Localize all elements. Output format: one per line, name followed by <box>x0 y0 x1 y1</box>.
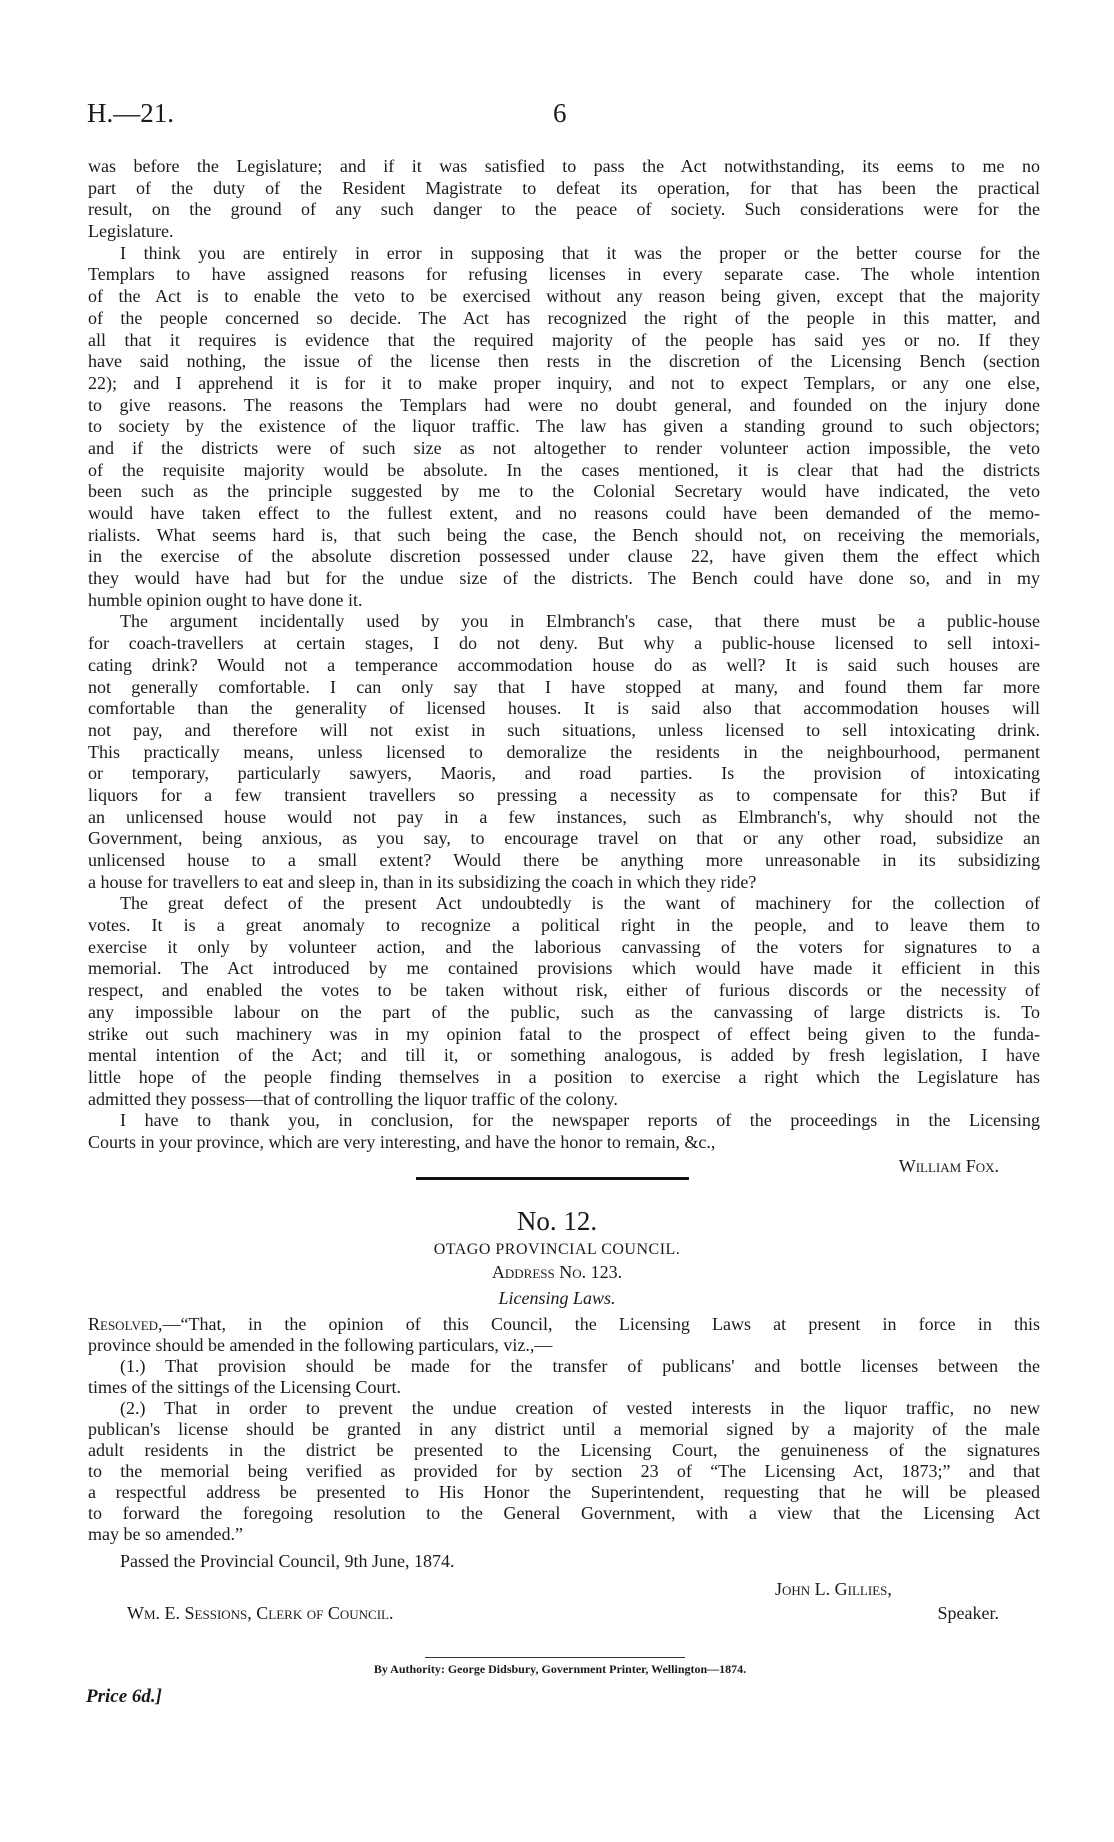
text-line: of the people concerned so decide. The Act has recognized the right of the people in this matter, and <box>88 307 1040 328</box>
letter-body <box>88 156 1040 1154</box>
text-line: adult residents in the district be presented to the Licensing Court, the genuineness of the signatures <box>88 1440 1040 1460</box>
text-line: The great defect of the present Act undoubtedly is the want of machinery for the collection of <box>120 893 1040 914</box>
speaker-title: Speaker. <box>937 1603 999 1623</box>
text-line: of the requisite majority would be absolute. In the cases mentioned, it is clear that had the districts <box>88 459 1040 480</box>
text-line: This practically means, unless licensed to demoralize the residents in the neighbourhood, permanent <box>88 741 1040 762</box>
text-line: comfortable than the generality of licensed houses. It is said also that accommodation houses will <box>88 698 1040 719</box>
text-line: exercise it only by volunteer action, and the laborious canvassing of the voters for signatures to a <box>88 936 1040 957</box>
text-line: not generally comfortable. I can only say that I have stopped at many, and found them far more <box>88 676 1040 697</box>
text-line: 22); and I apprehend it is for it to make proper inquiry, and not to expect Templars, or any one else, <box>88 372 1040 393</box>
text-line <box>88 1314 1040 1335</box>
text-line: been such as the principle suggested by me to the Colonial Secretary would have indicated, the veto <box>88 481 1040 502</box>
text-line: a respectful address be presented to His Honor the Superintendent, requesting that he will be pleased <box>88 1482 1040 1502</box>
text-line: to the memorial being verified as provided for by section 23 of “The Licensing Act, 1873;” and that <box>88 1461 1040 1481</box>
text-line: Courts in your province, which are very interesting, and have the honor to remain, &c., <box>88 1131 716 1152</box>
text-line: have said nothing, the issue of the license then rests in the discretion of the Licensing Bench (section <box>88 351 1040 372</box>
text-line: any impossible labour on the part of the public, such as the canvassing of large districts is. To <box>88 1001 1040 1022</box>
text-line: liquors for a few transient travellers so pressing a necessity as to compensate for this? But if <box>88 784 1040 805</box>
text-line: and if the districts were of such size as not altogether to render volunteer action impossible, the veto <box>88 437 1040 458</box>
text-line: for coach-travellers at certain stages, I do not deny. But why a public-house licensed to sell intoxi- <box>88 633 1040 654</box>
text-line: may be so amended.” <box>88 1524 243 1544</box>
section-divider <box>416 1177 689 1180</box>
text-line: all that it requires is evidence that the required majority of the people has said yes or no. If they <box>88 329 1040 350</box>
text-line: admitted they possess—that of controlling the liquor traffic of the colony. <box>88 1088 618 1109</box>
text-line: to forward the foregoing resolution to the General Government, with a view that the Licensing Act <box>88 1503 1040 1523</box>
text-line: (2.) That in order to prevent the undue creation of vested interests in the liquor traffic, no new <box>120 1398 1040 1418</box>
text-line: unlicensed house to a small extent? Would there be anything more unreasonable in its subsidizing <box>88 850 1040 870</box>
text-line: humble opinion ought to have done it. <box>88 589 363 610</box>
resolution-body <box>88 1314 1040 1545</box>
speaker-name: John L. Gillies, <box>775 1579 892 1599</box>
text-line: would have taken effect to the fullest extent, and no reasons could have been demanded of the memo- <box>88 503 1040 523</box>
text-line: votes. It is a great anomaly to recognize a political right in the people, and to leave them to <box>88 915 1040 936</box>
text-line: (1.) That provision should be made for the transfer of publicans' and bottle licenses between the <box>120 1356 1040 1376</box>
text-line: in the exercise of the absolute discretion possessed under clause 22, have given them the effect which <box>88 546 1040 567</box>
text-line: respect, and enabled the votes to be taken without risk, either of furious discords or the necessity of <box>88 980 1040 1001</box>
text-line: a house for travellers to eat and sleep in, than in its subsidizing the coach in which they ride? <box>88 871 757 892</box>
text-line: Government, being anxious, as you say, to encourage travel on that or any other road, subsidize an <box>88 828 1040 849</box>
letter-signature: William Fox. <box>898 1156 999 1176</box>
text-line: province should be amended in the following particulars, viz.,— <box>88 1335 553 1355</box>
passed-date: Passed the Provincial Council, 9th June, 1874. <box>120 1551 455 1571</box>
text-line: to give reasons. The reasons the Templars had were no doubt general, and founded on the injury done <box>88 394 1040 415</box>
text-line: to society by the existence of the liquor traffic. The law has given a standing ground to such objectors; <box>88 416 1040 437</box>
page-number: 6 <box>553 98 567 128</box>
text-line: they would have had but for the undue size of the districts. The Bench could have done so, and in my <box>88 568 1040 589</box>
text-line: not pay, and therefore will not exist in such situations, unless licensed to sell intoxicating drink. <box>88 719 1040 740</box>
subject-title: Licensing Laws. <box>498 1288 616 1308</box>
text-line: mental intention of the Act; and till it, or something analogous, is added by fresh legislation, I have <box>88 1045 1040 1066</box>
text-line: or temporary, particularly sawyers, Maoris, and road parties. Is the provision of intoxicating <box>88 763 1040 784</box>
text-line: an unlicensed house would not pay in a few instances, such as Elmbranch's, why should not the <box>88 806 1040 827</box>
address-number: Address No. 123. <box>491 1262 623 1282</box>
text-line: Templars to have assigned reasons for refusing licenses in every separate case. The whole intention <box>88 264 1040 285</box>
text-line: little hope of the people finding themselves in a position to exercise a right which the Legislature has <box>88 1066 1040 1087</box>
text-line: of the Act is to enable the veto to be exercised without any reason being given, except that the majority <box>88 286 1040 307</box>
text-line: The argument incidentally used by you in Elmbranch's case, that there must be a public-house <box>120 611 1040 632</box>
text-line: was before the Legislature; and if it was satisfied to pass the Act notwithstanding, its eems to me no <box>88 156 1040 176</box>
council-name: OTAGO PROVINCIAL COUNCIL. <box>433 1241 681 1258</box>
text-line: rialists. What seems hard is, that such being the case, the Bench should not, on receiving the memorials, <box>88 524 1040 545</box>
text-line: cating drink? Would not a temperance accommodation house do as well? It is said such houses are <box>88 654 1040 675</box>
clerk-signature: Wm. E. Sessions, Clerk of Council. <box>127 1603 394 1623</box>
section-number: No. 12. <box>516 1206 598 1236</box>
text-line: publican's license should be granted in any district until a memorial signed by a majority of the male <box>88 1419 1040 1439</box>
footer-divider <box>425 1657 685 1658</box>
price: Price 6d.] <box>86 1686 162 1707</box>
text-line: times of the sittings of the Licensing Court. <box>88 1377 401 1397</box>
text-line: part of the duty of the Resident Magistrate to defeat its operation, for that has been the practical <box>88 177 1040 198</box>
text-line: I have to thank you, in conclusion, for the newspaper reports of the proceedings in the Licensing <box>120 1110 1040 1131</box>
document-reference: H.—21. <box>87 98 174 128</box>
text-line: I think you are entirely in error in supposing that it was the proper or the better course for the <box>120 242 1040 263</box>
printer-imprint: By Authority: George Didsbury, Government Printer, Wellington—1874. <box>373 1662 747 1676</box>
line-text: —“That, in the opinion of this Council, the Licensing Laws at present in force in this <box>162 1314 1040 1334</box>
text-line: Legislature. <box>88 221 174 242</box>
text-line: result, on the ground of any such danger to the peace of society. Such considerations were for the <box>88 199 1040 220</box>
resolved-label: Resolved, <box>88 1314 163 1334</box>
text-line: strike out such machinery was in my opinion fatal to the prospect of effect being given to the funda- <box>88 1023 1040 1044</box>
text-line: memorial. The Act introduced by me contained provisions which would have made it efficient in this <box>88 958 1040 979</box>
